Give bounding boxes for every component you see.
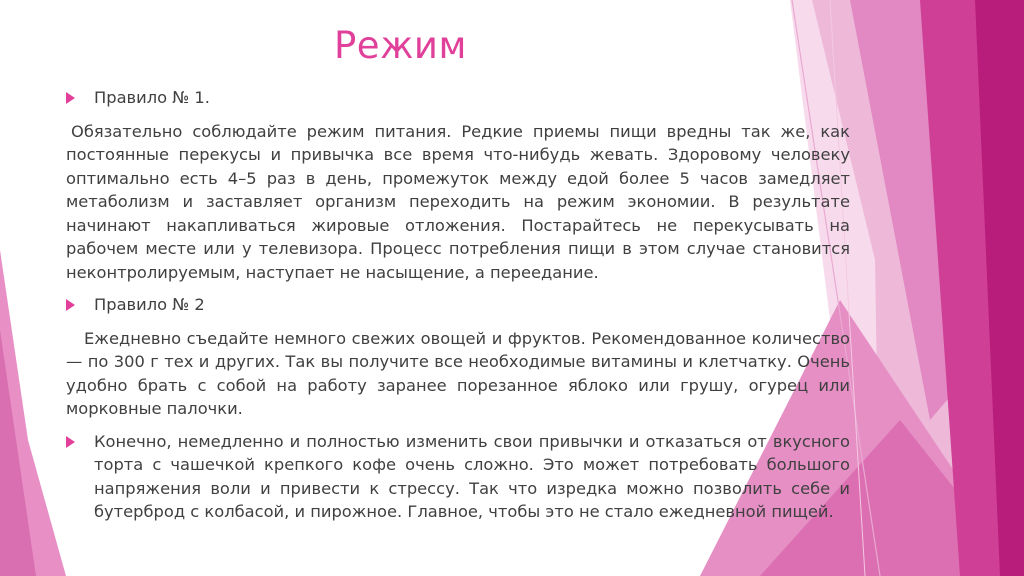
- triangle-bullet-icon: [66, 436, 75, 448]
- rule-1-item: [66, 86, 850, 110]
- rule-2-paragraph: Ежедневно съедайте немного свежих овощей и фруктов. Рекомендованное количество — по 300 г тех и других. Так вы получите все необходимые витамины и клетчатку. Очень удобно брать с собой на работу заранее порезанное яблоко или грушу, огурец или морковные палочки.: [66, 328, 850, 418]
- triangle-bullet-icon: [66, 299, 75, 311]
- rule-1-label: Правило № 1.: [94, 88, 210, 107]
- rule-2-item: [66, 293, 850, 317]
- closing-paragraph: Конечно, немедленно и полностью изменить свои привычки и отказаться от вкусного торта с чашечкой крепкого кофе очень сложно. Это может потребовать большого напряжения воли и привести к стрессу. Так что изредка можно позволить себе и бутерброд с колбасой, и пирожное. Главное, чтобы это не стало ежедневной пищей.: [94, 431, 850, 521]
- rule-2-label: Правило № 2: [94, 295, 205, 314]
- triangle-bullet-icon: [66, 92, 75, 104]
- closing-item: [66, 430, 850, 524]
- slide-title: Режим: [334, 24, 467, 67]
- rule-1-paragraph: Обязательно соблюдайте режим питания. Редкие приемы пищи вредны так же, как постоянные перекусы и привычка все время что-нибудь жевать. Здоровому человеку оптимально есть 4–5 раз в день, промежуток между едой более 5 часов замедляет метаболизм и заставляет организм переходить на режим экономии. В результате начинают накапливаться жировые отложения. Постарайтесь не перекусывать на рабочем месте или у телевизора. Процесс потребления пищи в этом случае становится неконтролируемым, наступает не насыщение, а переедание.: [66, 121, 850, 282]
- slide-content: [66, 86, 850, 524]
